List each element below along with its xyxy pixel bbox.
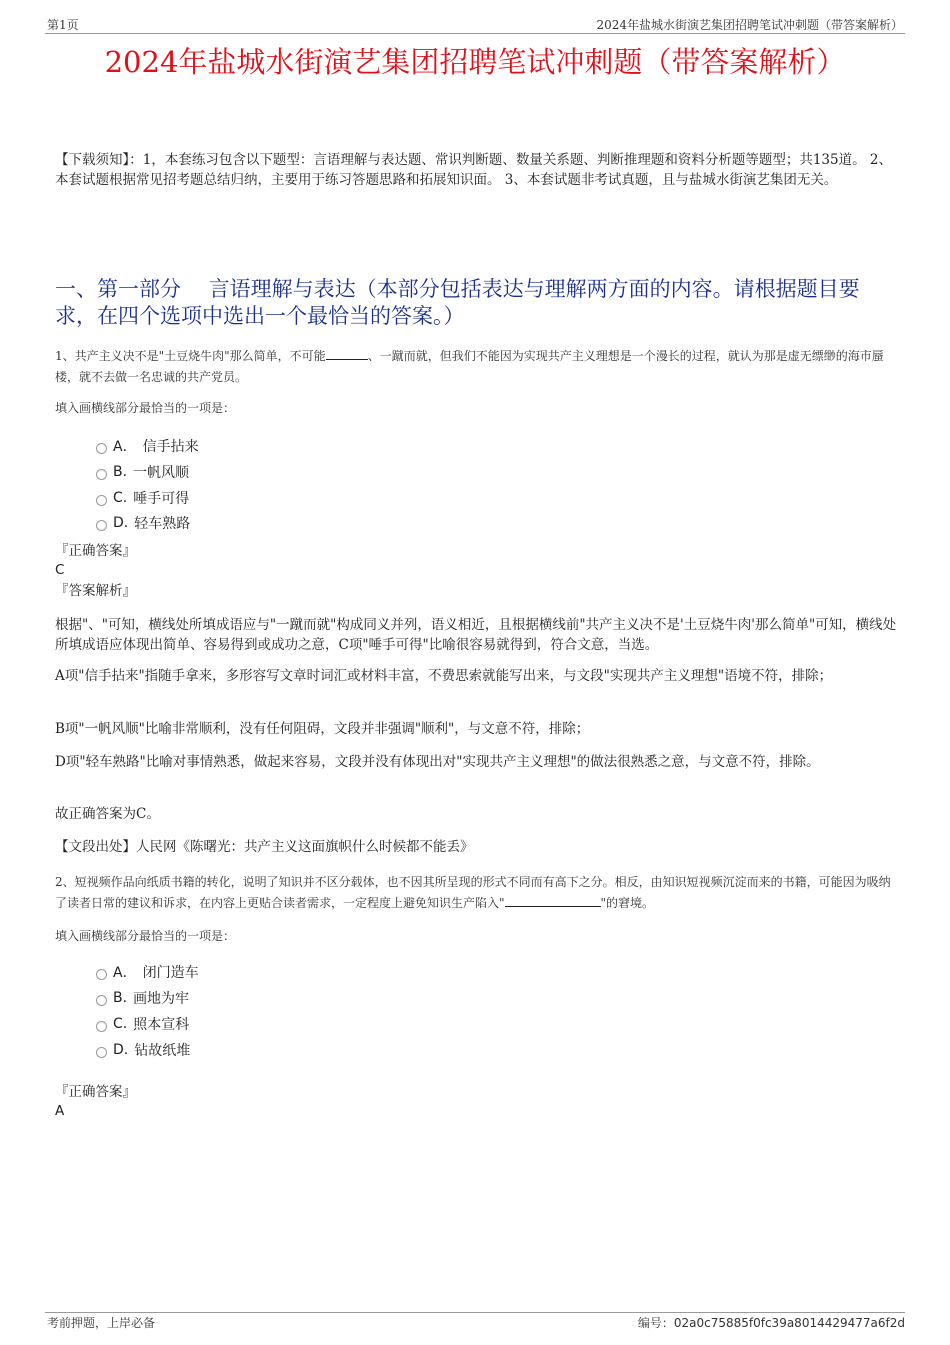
stem-part: 、一蹴而就，但我们不能因为实现共产主义理想是一个漫长的过程，就认为那是虚无缥缈的海市蜃楼，就不去做一名忠诚的共产党员。 xyxy=(55,349,884,384)
option-a[interactable] xyxy=(96,436,199,456)
option-text: 一帆风顺 xyxy=(133,465,190,481)
option-text: 唾手可得 xyxy=(133,491,190,507)
analysis-paragraph: A项"信手拈来"指随手拿来，多形容写文章时词汇或材料丰富，不费思索就能写出来，与文段"实现共产主义理想"语境不符，排除； xyxy=(55,668,833,684)
analysis-label: 『答案解析』 xyxy=(55,583,136,599)
option-letter: D. xyxy=(113,1042,129,1058)
blank xyxy=(326,359,368,360)
option-c[interactable] xyxy=(96,488,189,508)
download-notice: 【下载须知】：1，本套练习包含以下题型：言语理解与表达题、常识判断题、数量关系题、判断推理题和资料分析题等题型；共135道。 2、本套试题根据常见招考题总结归纳，主要用于练习答题思路和拓展知识面。 3、本套试题非考试真题，且与盐城水街演艺集团无关。 xyxy=(55,152,892,188)
source-citation: 【文段出处】人民网《陈曙光：共产主义这面旗帜什么时候都不能丢》 xyxy=(55,839,474,855)
radio-icon[interactable] xyxy=(96,1021,107,1032)
question-1-prompt: 填入画横线部分最恰当的一项是： xyxy=(55,401,236,415)
option-b[interactable] xyxy=(96,462,189,482)
question-2-stem xyxy=(55,872,897,914)
option-text: 钻故纸堆 xyxy=(134,1043,191,1059)
answer-value: C xyxy=(55,562,65,578)
analysis-paragraph: D项"轻车熟路"比喻对事情熟悉，做起来容易，文段并没有体现出对"实现共产主义理想"的做法很熟悉之意，与文意不符，排除。 xyxy=(55,754,820,770)
radio-icon[interactable] xyxy=(96,1047,107,1058)
answer-label: 『正确答案』 xyxy=(55,543,136,559)
footer-divider xyxy=(45,1312,905,1313)
option-letter: B. xyxy=(113,464,128,480)
radio-icon[interactable] xyxy=(96,495,107,506)
option-letter: B. xyxy=(113,990,128,1006)
section-heading: 一、第一部分 言语理解与表达（本部分包括表达与理解两方面的内容。请根据题目要求，在四个选项中选出一个最恰当的答案。） xyxy=(55,277,860,328)
question-2-prompt: 填入画横线部分最恰当的一项是： xyxy=(55,929,236,943)
answer-value: A xyxy=(55,1103,65,1119)
blank xyxy=(505,906,601,907)
option-letter: A． xyxy=(113,439,137,455)
code-label: 编号： xyxy=(637,1316,674,1330)
analysis-paragraph: B项"一帆风顺"比喻非常顺利，没有任何阻碍，文段并非强调"顺利"，与文意不符，排除； xyxy=(55,721,590,737)
option-letter: A． xyxy=(113,965,137,981)
option-text: 闭门造车 xyxy=(142,965,199,981)
analysis-conclusion: 故正确答案为C。 xyxy=(55,806,160,822)
page-number: 第1页 xyxy=(47,18,79,32)
stem-part: "的窘境。 xyxy=(600,896,655,910)
footer-slogan: 考前押题，上岸必备 xyxy=(47,1316,156,1330)
code-value: 02a0c75885f0fc39a8014429477a6f2d xyxy=(673,1316,905,1330)
option-letter: C. xyxy=(113,1016,128,1032)
option-letter: C. xyxy=(113,490,128,506)
footer-code xyxy=(638,1314,905,1331)
answer-label: 『正确答案』 xyxy=(55,1084,136,1100)
header-divider xyxy=(45,33,905,34)
radio-icon[interactable] xyxy=(96,520,107,531)
radio-icon[interactable] xyxy=(96,443,107,454)
radio-icon[interactable] xyxy=(96,969,107,980)
question-1-stem xyxy=(55,346,897,388)
option-text: 照本宣科 xyxy=(133,1017,190,1033)
radio-icon[interactable] xyxy=(96,469,107,480)
option-a[interactable] xyxy=(96,962,199,982)
option-letter: D. xyxy=(113,515,129,531)
option-text: 画地为牢 xyxy=(133,991,190,1007)
stem-part: 2、短视频作品向纸质书籍的转化，说明了知识并不区分载体，也不因其所呈现的形式不同而有高下之分。相反，由知识短视频沉淀而来的书籍，可能因为吸纳了读者日常的建议和诉求，在内容上更贴合读者需求，一定程度上避免知识生产陷入" xyxy=(55,875,891,910)
analysis-paragraph: 根据"、"可知，横线处所填成语应与"一蹴而就"构成同义并列，语义相近，且根据横线前"共产主义决不是'土豆烧牛肉'那么简单"可知，横线处所填成语应体现出简单、容易得到或成功之意，C项"唾手可得"比喻很容易就得到，符合文意，当选。 xyxy=(55,617,897,653)
option-d[interactable] xyxy=(96,513,190,533)
radio-icon[interactable] xyxy=(96,995,107,1006)
page-title: 2024年盐城水街演艺集团招聘笔试冲刺题（带答案解析） xyxy=(104,45,846,79)
option-text: 轻车熟路 xyxy=(134,516,191,532)
option-b[interactable] xyxy=(96,988,189,1008)
header-doc-title: 2024年盐城水街演艺集团招聘笔试冲刺题（带答案解析） xyxy=(596,18,903,32)
option-d[interactable] xyxy=(96,1040,190,1060)
stem-part: 1、共产主义决不是"土豆烧牛肉"那么简单，不可能 xyxy=(55,349,326,363)
option-c[interactable] xyxy=(96,1014,189,1034)
option-text: 信手拈来 xyxy=(142,439,199,455)
